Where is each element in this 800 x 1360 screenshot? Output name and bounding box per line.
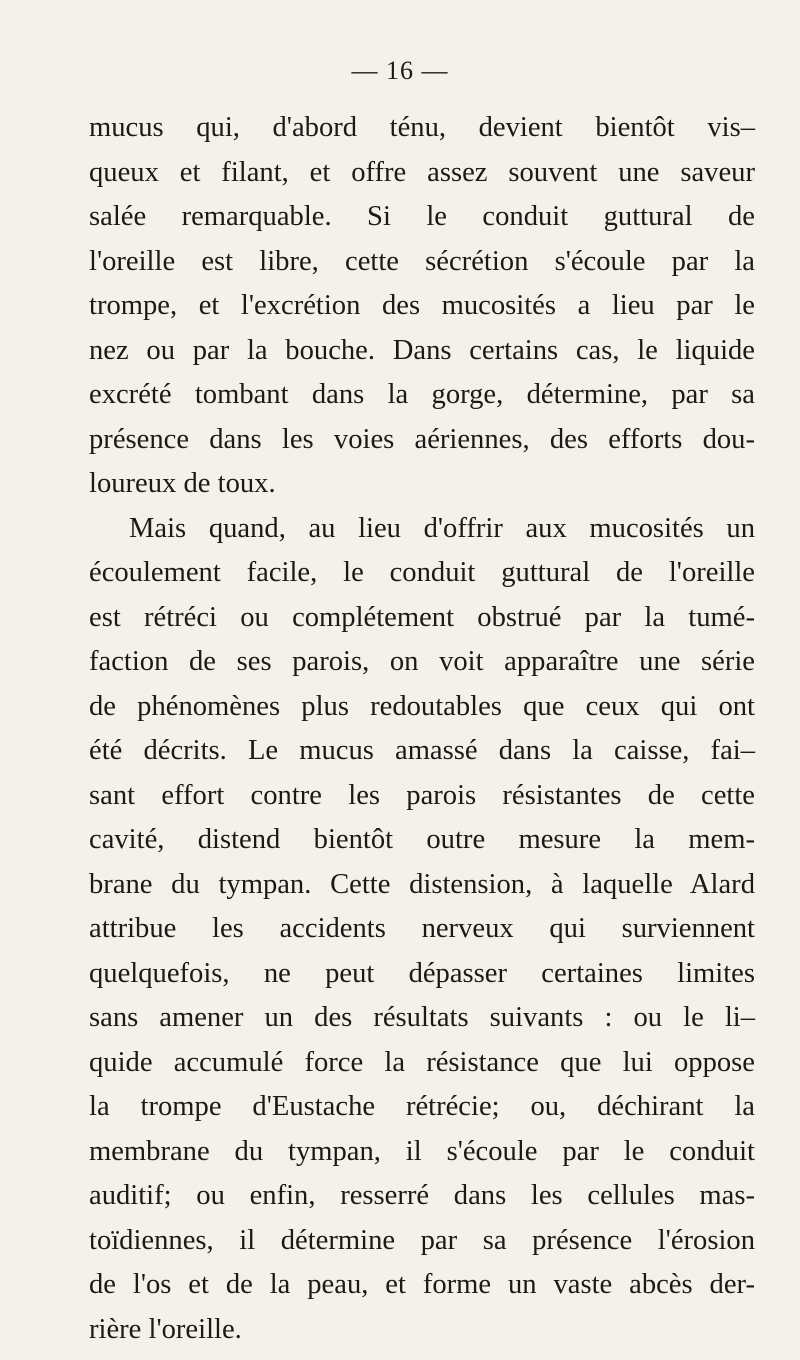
text-line: cavité, distend bientôt outre mesure la mem-	[89, 824, 755, 855]
text-line: brane du tympan. Cette distension, à laquelle Alard	[89, 868, 755, 900]
text-line: quide accumulé force la résistance que lui oppose	[89, 1046, 755, 1078]
text-line: de l'os et de la peau, et forme un vaste abcès der-	[89, 1269, 755, 1300]
text-line: auditif; ou enfin, resserré dans les cellules mas-	[89, 1180, 755, 1211]
text-line: trompe, et l'excrétion des mucosités a lieu par le	[89, 290, 755, 321]
text-line: est rétréci ou complétement obstrué par la tumé-	[89, 601, 755, 633]
text-line: été décrits. Le mucus amassé dans la caisse, fai–	[89, 735, 755, 766]
text-line: excrété tombant dans la gorge, détermine, par sa	[89, 379, 755, 410]
text-line: l'oreille est libre, cette sécrétion s'écoule par la	[89, 245, 755, 277]
text-line: sant effort contre les parois résistantes de cette	[89, 779, 755, 811]
text-line: rière l'oreille.	[89, 1313, 242, 1345]
text-line: écoulement facile, le conduit guttural de l'oreille	[89, 557, 755, 588]
text-line: faction de ses parois, on voit apparaître une série	[89, 646, 755, 677]
text-line: présence dans les voies aériennes, des efforts dou-	[89, 423, 755, 455]
text-line: la trompe d'Eustache rétrécie; ou, déchirant la	[89, 1091, 755, 1122]
body-text	[89, 106, 755, 1352]
text-line: salée remarquable. Si le conduit guttural de	[89, 201, 755, 232]
text-line: loureux de toux.	[89, 468, 276, 499]
paragraph-1	[89, 106, 755, 507]
text-line: Mais quand, au lieu d'offrir aux mucosités un	[129, 512, 755, 544]
text-line: quelquefois, ne peut dépasser certaines limites	[89, 957, 755, 989]
text-line: de phénomènes plus redoutables que ceux qui ont	[89, 690, 755, 722]
text-line: nez ou par la bouche. Dans certains cas, le liquide	[89, 334, 755, 366]
text-line: attribue les accidents nerveux qui surviennent	[89, 913, 755, 944]
text-line: sans amener un des résultats suivants : ou le li–	[89, 1002, 755, 1033]
text-line: queux et filant, et offre assez souvent une saveur	[89, 156, 755, 188]
text-line: mucus qui, d'abord ténu, devient bientôt vis–	[89, 112, 755, 143]
paragraph-2	[89, 507, 755, 1353]
text-line: toïdiennes, il détermine par sa présence l'érosion	[89, 1224, 755, 1256]
page-number: — 16 —	[351, 56, 449, 85]
text-line: membrane du tympan, il s'écoule par le conduit	[89, 1135, 755, 1167]
